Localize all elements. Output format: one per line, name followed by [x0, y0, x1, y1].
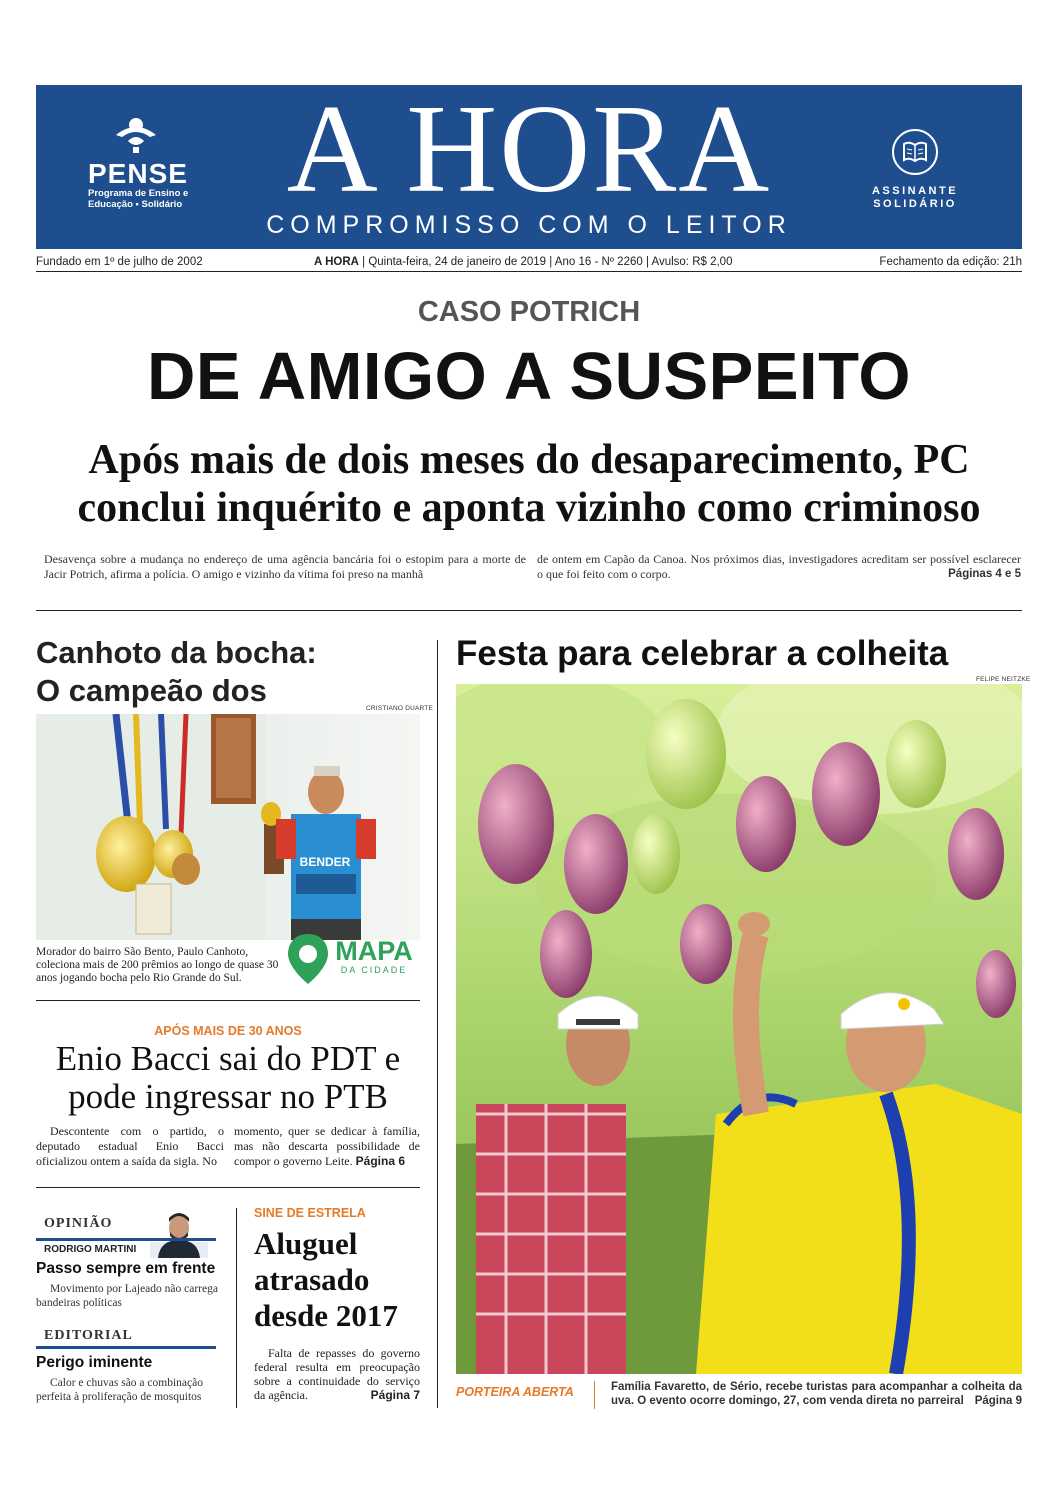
festa-page-ref[interactable]: Página 9: [974, 1395, 1022, 1407]
bacci-text-col2: [234, 1124, 420, 1169]
main-headline[interactable]: DE AMIGO A SUSPEITO: [147, 339, 911, 414]
opinion-divider: [236, 1208, 237, 1408]
edition-details: [314, 256, 732, 268]
column-divider: [437, 640, 438, 1408]
editorial-title[interactable]: Perigo iminente: [36, 1354, 153, 1371]
sine-headline[interactable]: Aluguel atrasado desde 2017: [254, 1226, 398, 1333]
sine-kicker: SINE DE ESTRELA: [254, 1206, 366, 1220]
festa-photo[interactable]: [456, 684, 1022, 1374]
edition-paper-name: A HORA: [314, 256, 359, 268]
festa-caption: [611, 1380, 1022, 1408]
bocha-headline-line2: O campeão dos: [36, 673, 267, 708]
bocha-shirt-text: BENDER: [299, 855, 351, 869]
porteira-divider: [594, 1381, 595, 1409]
opiniao-text: Movimento por Lajeado não carrega bandeiras políticas: [36, 1283, 218, 1309]
bacci-kicker: APÓS MAIS DE 30 ANOS: [154, 1024, 302, 1038]
newspaper-tagline: COMPROMISSO COM O LEITOR: [266, 211, 792, 239]
bocha-photo[interactable]: [36, 714, 420, 940]
closing-time: Fechamento da edição: 21h: [879, 256, 1022, 268]
founded-date: Fundado em 1º de julho de 2002: [36, 256, 203, 268]
main-kicker: CASO POTRICH: [417, 296, 641, 328]
bacci-text-col2-body: momento, quer se dedicar à família, mas não descarta possibilidade de compor o governo Leite.: [234, 1124, 420, 1168]
assinante-line-1: ASSINANTE: [871, 185, 959, 197]
main-subhead: Após mais de dois meses do desaparecimento, PC conclui inquérito e aponta vizinho como criminoso: [77, 437, 981, 531]
mapa-da-cidade-logo[interactable]: [286, 930, 420, 986]
mapa-sub: DA CIDADE: [340, 965, 408, 975]
bacci-headline[interactable]: Enio Bacci sai do PDT e pode ingressar no PTB: [55, 1039, 401, 1116]
edition-date: | Quinta-feira, 24 de janeiro de 2019 | Ano 16 - Nº 2260 | Avulso: R$ 2,00: [362, 256, 733, 268]
pense-sub-2: Educação • Solidário: [88, 199, 183, 210]
assinante-solidario-badge[interactable]: [860, 129, 970, 211]
main-lead-col2-text: de ontem em Capão da Canoa. Nos próximos dias, investigadores acreditam ser possível esclarecer o que foi feito com o corpo.: [537, 552, 1021, 581]
bocha-photo-credit: CRISTIANO DUARTE: [366, 705, 434, 712]
assinante-line-2: SOLIDÁRIO: [873, 198, 957, 210]
bacci-page-ref[interactable]: Página 6: [355, 1154, 405, 1168]
main-pages-ref[interactable]: Páginas 4 e 5: [948, 567, 1021, 580]
pense-name: PENSE: [88, 158, 188, 189]
pense-sub-1: Programa de Ensino e: [88, 188, 189, 199]
editorial-label: EDITORIAL: [44, 1328, 133, 1343]
main-lead-col2: [537, 552, 1021, 581]
opiniao-title[interactable]: Passo sempre em frente: [36, 1260, 216, 1277]
masthead: [36, 80, 1022, 249]
divider-bacci: [36, 1187, 420, 1188]
columnist-avatar: [150, 1208, 208, 1258]
sine-text-body: Falta de repasses do governo federal resulta em preocupação sobre a continuidade do serviço da agência.: [254, 1346, 420, 1402]
bacci-text-col1: Descontente com o partido, o deputado estadual Enio Bacci oficializou ontem a saída da sigla. No: [36, 1124, 224, 1168]
editorial-text: Calor e chuvas são a combinação perfeita à proliferação de mosquitos: [36, 1377, 203, 1403]
porteira-aberta-label: PORTEIRA ABERTA: [456, 1385, 574, 1399]
opiniao-author: RODRIGO MARTINI: [44, 1244, 137, 1255]
festa-photo-credit: FELIPE NEITZKE: [976, 676, 1031, 683]
festa-caption-text: Família Favaretto, de Sério, recebe turistas para acompanhar a colheita da uva. O evento ocorre domingo, 27, com venda direta no parreiral: [611, 1381, 1022, 1407]
main-lead-col1: Desavença sobre a mudança no endereço de uma agência bancária foi o estopim para a morte de Jacir Potrich, afirma a polícia. O amigo e vizinho da vítima foi preso na manhã: [44, 552, 526, 581]
mapa-title: MAPA: [335, 936, 413, 966]
bocha-headline-line1: Canhoto da bocha:: [36, 635, 317, 670]
opiniao-rule: [36, 1238, 216, 1241]
edition-info-bar: [36, 254, 1022, 272]
book-heart-icon: [892, 129, 938, 175]
sine-page-ref[interactable]: Página 7: [370, 1388, 420, 1402]
section-divider: [36, 610, 1022, 611]
opiniao-label: OPINIÃO: [44, 1216, 113, 1231]
festa-headline[interactable]: Festa para celebrar a colheita: [456, 634, 949, 673]
newspaper-title: A HORA: [286, 80, 772, 219]
editorial-rule: [36, 1346, 216, 1349]
bocha-caption: Morador do bairro São Bento, Paulo Canhoto, coleciona mais de 200 prêmios ao longo de quase 30 anos jogando bocha pelo Rio Grande do Sul.: [36, 946, 279, 984]
divider-bocha: [36, 1000, 420, 1001]
sine-text: [254, 1346, 420, 1402]
